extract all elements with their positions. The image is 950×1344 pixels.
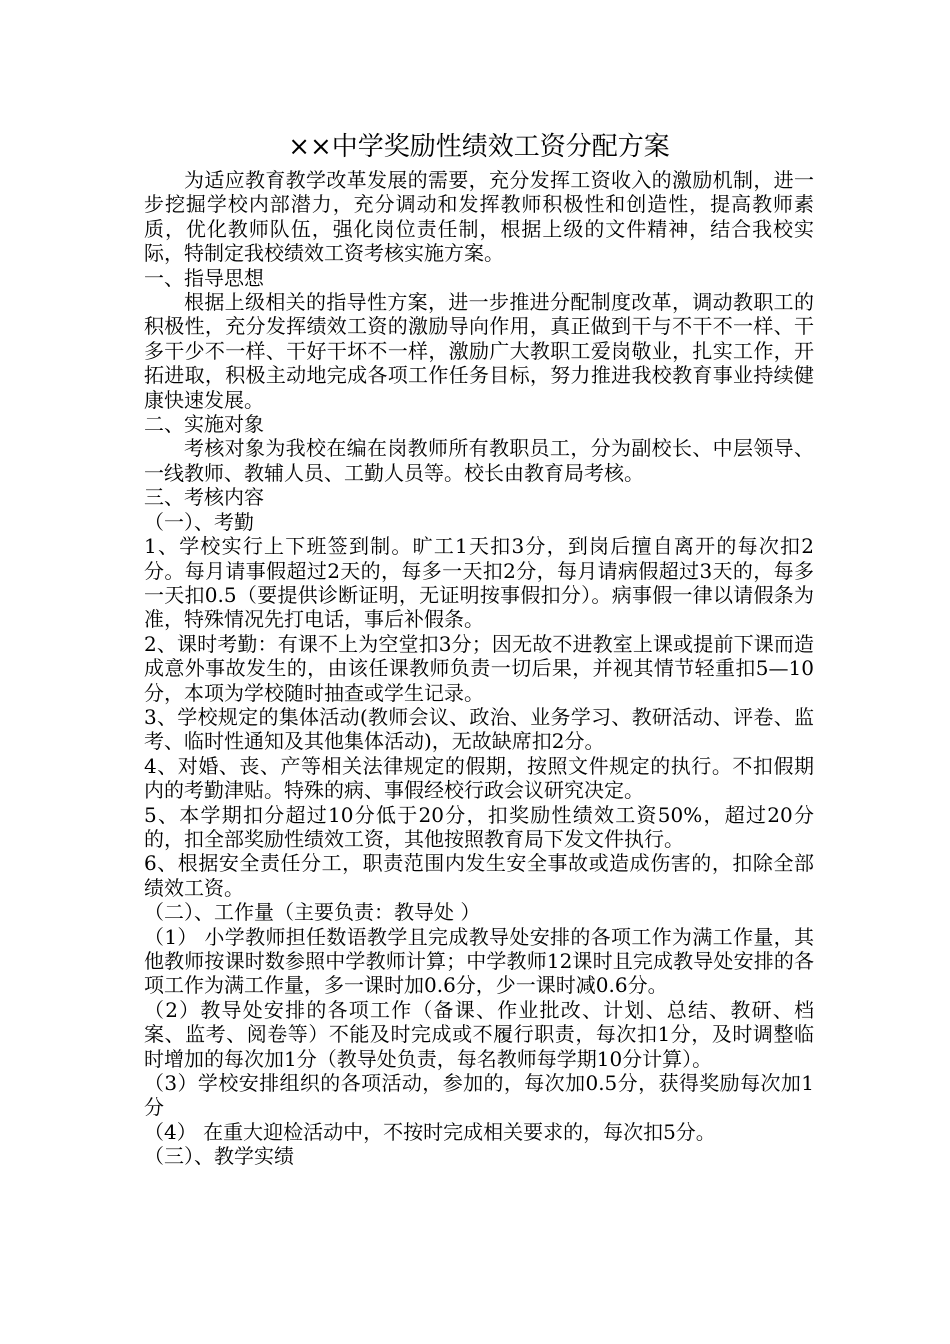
section-heading-target: 二、实施对象 xyxy=(144,412,264,437)
subsection-heading-teaching-results: （三）、教学实绩 xyxy=(144,1144,294,1169)
workload-item-4: （4） 在重大迎检活动中，不按时完成相关要求的，每次扣5分。 xyxy=(144,1119,716,1144)
attendance-item-6: 6、根据安全责任分工，职责范围内发生安全事故或造成伤害的，扣除全部绩效工资。 xyxy=(144,851,814,900)
target-paragraph: 考核对象为我校在编在岗教师所有教职员工，分为副校长、中层领导、一线教师、教辅人员、工勤人员等。校长由教育局考核。 xyxy=(144,436,814,485)
subsection-heading-workload: （二）、工作量（主要负责：教导处 ） xyxy=(144,900,481,925)
document-title: ××中学奖励性绩效工资分配方案 xyxy=(288,132,670,162)
intro-paragraph: 为适应教育教学改革发展的需要，充分发挥工资收入的激励机制，进一步挖掘学校内部潜力，充分调动和发挥教师积极性和创造性，提高教师素质，优化教师队伍，强化岗位责任制，根据上级的文件精神，结合我校实际，特制定我校绩效工资考核实施方案。 xyxy=(144,168,814,266)
attendance-item-2: 2、课时考勤：有课不上为空堂扣3分；因无故不进教室上课或提前下课而造成意外事故发生的，由该任课教师负责一切后果，并视其情节轻重扣5—10分，本项为学校随时抽查或学生记录。 xyxy=(144,631,814,705)
workload-item-3: （3）学校安排组织的各项活动，参加的，每次加0.5分，获得奖励每次加1分 xyxy=(144,1071,814,1120)
attendance-item-3: 3、学校规定的集体活动(教师会议、政治、业务学习、教研活动、评卷、监考、临时性通知及其他集体活动)，无故缺席扣2分。 xyxy=(144,704,814,754)
attendance-item-5: 5、本学期扣分超过10分低于20分，扣奖励性绩效工资50%，超过20分的，扣全部奖励性绩效工资，其他按照教育局下发文件执行。 xyxy=(144,802,814,851)
document-body xyxy=(144,130,814,1169)
section-heading-guiding-principle: 一、指导思想 xyxy=(144,265,264,290)
workload-item-1: （1） 小学教师担任数语教学且完成教导处安排的各项工作为满工作量，其他教师按课时数参照中学教师计算；中学教师12课时且完成教导处安排的各项工作为满工作量，多一课时加0.6分，少一课时减0.6分。 xyxy=(144,924,814,998)
guiding-principle-paragraph: 根据上级相关的指导性方案，进一步推进分配制度改革，调动教职工的积极性，充分发挥绩效工资的激励导向作用，真正做到干与不干不一样、干多干少不一样、干好干坏不一样，激励广大教职工爱岗敬业，扎实工作，开拓进取，积极主动地完成各项工作任务目标，努力推进我校教育事业持续健康快速发展。 xyxy=(144,290,814,412)
section-heading-content: 三、考核内容 xyxy=(144,485,264,510)
attendance-item-1: 1、学校实行上下班签到制。旷工1天扣3分，到岗后擅自离开的每次扣2分。每月请事假超过2天的，每多一天扣2分，每月请病假超过3天的，每多一天扣0.5（要提供诊断证明，无证明按事假扣分）。病事假一律以请假条为准，特殊情况先打电话，事后补假条。 xyxy=(144,534,814,632)
workload-item-2: （2）教导处安排的各项工作（备课、作业批改、计划、总结、教研、档案、监考、阅卷等）不能及时完成或不履行职责，每次扣1分，及时调整临时增加的每次加1分（教导处负责，每名教师每学期10分计算）。 xyxy=(144,997,814,1071)
attendance-item-4: 4、对婚、丧、产等相关法律规定的假期，按照文件规定的执行。不扣假期内的考勤津贴。特殊的病、事假经校行政会议研究决定。 xyxy=(144,753,814,803)
subsection-heading-attendance: （一）、考勤 xyxy=(144,509,254,534)
